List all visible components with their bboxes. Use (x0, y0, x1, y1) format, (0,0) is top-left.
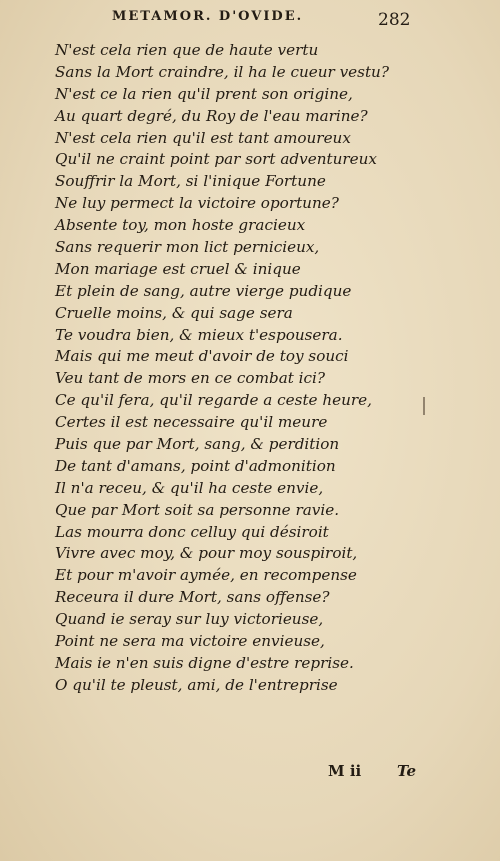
verse-line: Sans la Mort craindre, il ha le cueur vestu? (55, 62, 389, 81)
verse-line: N'est cela rien qu'il est tant amoureux (55, 128, 351, 147)
catchword: Te (397, 762, 416, 780)
verse-line: Mais ie n'en suis digne d'estre reprise. (55, 653, 354, 672)
verse-line: Ce qu'il fera, qu'il regarde a ceste heure, (55, 391, 372, 410)
verse-line: Souffrir la Mort, si l'inique Fortune (55, 172, 326, 191)
verse-line: O qu'il te pleust, ami, de l'entreprise (55, 675, 338, 694)
verse-line: Que par Mort soit sa personne ravie. (55, 500, 340, 519)
verse-line: Qu'il ne craint point par sort adventureux (55, 150, 377, 169)
verse-line: Sans requerir mon lict pernicieux, (55, 238, 320, 257)
verse-line: Mon mariage est cruel & inique (55, 259, 301, 278)
verse-line: Mais qui me meut d'avoir de toy souci (55, 347, 349, 366)
verse-line: N'est ce la rien qu'il prent son origine, (55, 84, 353, 103)
verse-list (55, 40, 395, 697)
verse-line: Au quart degré, du Roy de l'eau marine? (55, 106, 368, 125)
verse-line: Receura il dure Mort, sans offense? (55, 588, 330, 607)
verse-line: Veu tant de mors en ce combat ici? (55, 369, 326, 388)
verse-line: De tant d'amans, point d'admonition (55, 456, 336, 475)
verse-line: Et plein de sang, autre vierge pudique (55, 281, 352, 300)
verse-line: Las mourra donc celluy qui désiroit (55, 522, 329, 541)
page-number: 282 (378, 10, 411, 30)
verse-line: Certes il est necessaire qu'il meure (55, 413, 328, 432)
verse-line: Puis que par Mort, sang, & perdition (55, 435, 340, 454)
signature-mark: M ii (328, 762, 362, 780)
verse-line: N'est cela rien que de haute vertu (55, 41, 319, 59)
verse-line: Vivre avec moy, & pour moy souspiroit, (55, 544, 358, 563)
verse-line: Cruelle moins, & qui sage sera (55, 303, 293, 322)
verse-line: Il n'a receu, & qu'il ha ceste envie, (55, 478, 324, 497)
verse-line: Quand ie seray sur luy victorieuse, (55, 610, 324, 629)
margin-mark (423, 397, 425, 415)
verse-line: Et pour m'avoir aymée, en recompense (55, 566, 357, 585)
verse-line: Te voudra bien, & mieux t'espousera. (55, 325, 343, 344)
running-head: METAMOR. D'OVIDE. (112, 9, 304, 24)
verse-line: Point ne sera ma victoire envieuse, (55, 632, 325, 651)
verse-line: Absente toy, mon hoste gracieux (55, 216, 306, 235)
verse-line: Ne luy permect la victoire oportune? (55, 194, 339, 213)
